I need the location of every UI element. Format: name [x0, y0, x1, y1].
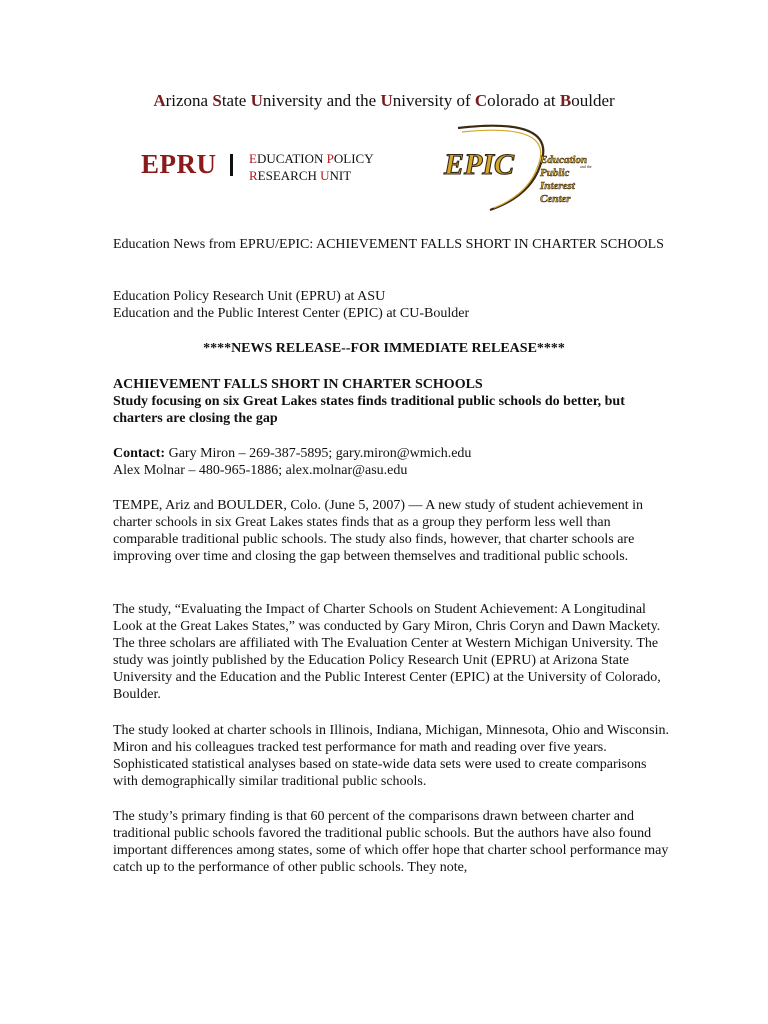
- epru-logo-line2: [249, 167, 374, 184]
- contact-line-1: [113, 445, 673, 462]
- epic-logo-line3: Interest: [540, 180, 575, 192]
- univ-cap-s: S: [212, 91, 222, 110]
- univ-text-1: rizona: [165, 91, 213, 110]
- release-banner: ****NEWS RELEASE--FOR IMMEDIATE RELEASE****: [203, 341, 565, 356]
- epic-logo-line4: Center: [540, 193, 571, 205]
- epru-cap-r: R: [249, 168, 258, 183]
- epru-text-esearch: ESEARCH: [257, 168, 321, 183]
- epru-text-olicy: OLICY: [333, 151, 374, 166]
- contact-label: Contact:: [113, 446, 166, 461]
- univ-cap-a: A: [153, 91, 166, 110]
- paragraph-2: The study, “Evaluating the Impact of Charter Schools on Student Achievement: A Longitudinal Look at the Great Lakes States,” was conducted by Gary Miron, Chris Coryn and Dawn Mackety. The three scholars are affiliated with The Evaluation Center at Western Michigan University. The study was jointly published by the Education Policy Research Unit (EPRU) at Arizona State University and the Education and the Public Interest Center (EPIC) at the University of Colorado, Boulder.: [113, 602, 661, 702]
- univ-cap-b: B: [559, 91, 572, 110]
- epic-logo-small: and the: [580, 164, 592, 169]
- paragraph-3: The study looked at charter schools in Illinois, Indiana, Michigan, Minnesota, Ohio and Wisconsin. Miron and his colleagues tracked test performance for math and reading over five years. Sophisticated statistical analyses based on state-wide data sets were used to create comparisons with demographically similar traditional public schools.: [113, 723, 669, 789]
- epic-logo-line1: Education: [540, 154, 588, 166]
- univ-text-4: niversity of: [392, 91, 475, 110]
- contact-miron: Gary Miron – 269-387-5895; gary.miron@wmich.edu: [165, 446, 472, 461]
- univ-text-6: oulder: [571, 91, 615, 110]
- epic-logo-line2: Public: [540, 167, 570, 179]
- headline-subtitle: Study focusing on six Great Lakes states finds traditional public schools do better, but charters are closing the gap: [113, 394, 625, 426]
- paragraph-1: TEMPE, Ariz and BOULDER, Colo. (June 5, 2007) — A new study of student achievement in charter schools in six Great Lakes states finds that as a group they perform less well than comparable traditional public schools. The study also finds, however, that charter schools are improving over time and closing the gap between themselves and traditional public schools.: [113, 498, 643, 564]
- contact-line-2: Alex Molnar – 480-965-1886; alex.molnar@asu.edu: [113, 463, 408, 478]
- univ-text-2: tate: [221, 91, 251, 110]
- epru-cap-u: U: [320, 168, 330, 183]
- epru-logo-word: EPRU: [141, 149, 217, 179]
- univ-cap-u1: U: [250, 91, 263, 110]
- epru-cap-e: E: [249, 151, 257, 166]
- org-line-epic: Education and the Public Interest Center (EPIC) at CU-Boulder: [113, 306, 470, 321]
- univ-text-5: olorado at: [487, 91, 560, 110]
- news-line: Education News from EPRU/EPIC: ACHIEVEMENT FALLS SHORT IN CHARTER SCHOOLS: [113, 237, 664, 252]
- org-line-epru: Education Policy Research Unit (EPRU) at ASU: [113, 289, 386, 304]
- paragraph-4: The study’s primary finding is that 60 percent of the comparisons drawn between charter and traditional public schools favored the traditional public schools. But the authors have also found important differences among states, some of which offer hope that charter school performance may catch up to the performance of other public schools. They note,: [113, 809, 669, 875]
- epru-logo-line1: [249, 150, 374, 167]
- epic-logo: [440, 118, 610, 213]
- headline-title: ACHIEVEMENT FALLS SHORT IN CHARTER SCHOOLS: [113, 377, 483, 392]
- university-header: [0, 90, 768, 112]
- univ-cap-c: C: [474, 91, 488, 110]
- epru-logo-subtitle: [249, 150, 374, 184]
- univ-cap-u2: U: [380, 91, 393, 110]
- epic-logo-word: EPIC: [444, 148, 515, 181]
- epru-text-ducation: DUCATION: [256, 151, 327, 166]
- epru-logo-divider: [230, 154, 233, 176]
- epru-text-nit: NIT: [329, 168, 352, 183]
- univ-text-3: niversity and the: [262, 91, 381, 110]
- epru-cap-p: P: [326, 151, 334, 166]
